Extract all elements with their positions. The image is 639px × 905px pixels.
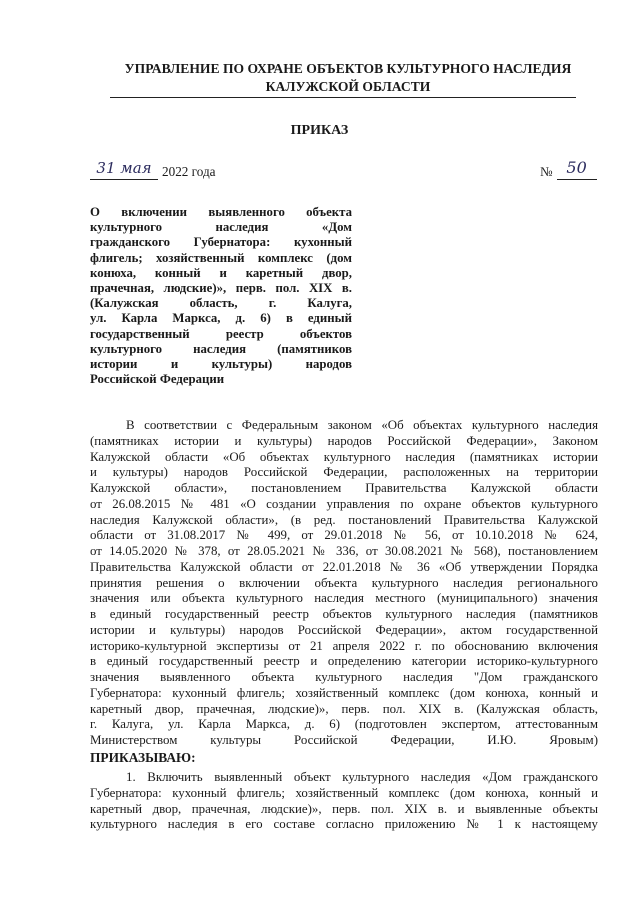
subject-line: (Калужская область, г. Калуга, (90, 296, 352, 311)
subject-line: культурного наследия (памятников (90, 341, 352, 356)
body-line: значения выявленного объекта культурного наследия "Дом гражданского (90, 670, 598, 684)
order-year: 2022 года (162, 164, 216, 179)
subject-line: гражданского Губернатора: кухонный (90, 235, 352, 250)
body-line: Правительства Калужской области от 22.01.2018 № 36 «Об утверждении Порядка (90, 559, 598, 574)
body-line: истории и культуры) народов Российской Федерации», актом государственной (90, 622, 598, 637)
body-line: Калужской области», постановлением Правительства Калужской области (90, 481, 598, 495)
body-line: (памятниках истории и культуры) народов Российской Федерации», Законом (90, 433, 598, 448)
body-line: историко-культурной экспертизы от 21 апреля 2022 г. по обоснованию включения (90, 638, 598, 653)
handwritten-number: 50 (557, 157, 597, 180)
body-line: от 14.05.2020 № 378, от 28.05.2021 № 336, от 30.08.2021 № 568), постановлением (90, 544, 598, 558)
body-line: от 26.08.2015 № 481 «О создании управления по охране объектов культурного (90, 496, 598, 511)
body-line: Министерством культуры Российской Федерации, И.Ю. Яровым) (90, 733, 598, 747)
handwritten-date: 31 мая (90, 157, 158, 180)
order-date (90, 157, 216, 180)
preamble-paragraph (90, 418, 598, 749)
agency-underline (110, 97, 576, 98)
order-point-1 (90, 770, 598, 833)
body-line: наследия Калужской области», (в ред. постановлений Правительства Калужской (90, 512, 598, 527)
body-line: В соответствии с Федеральным законом «Об объектах культурного наследия (126, 418, 598, 432)
body-line: в единый государственный реестр и определению категории историко-культурного (90, 654, 598, 669)
subject-line: государственный реестр объектов (90, 326, 352, 341)
body-line: области от 31.08.2017 № 499, от 29.01.2018 № 56, от 10.10.2018 № 624, (90, 528, 598, 543)
document-type-title: ПРИКАЗ (290, 123, 349, 138)
subject-line: Российской Федерации (90, 372, 225, 387)
body-line: принятия решения о включении объекта культурного наследия регионального (90, 575, 598, 590)
subject-line: конюха, конный и каретный двор, (90, 265, 352, 280)
point-line: Губернатора: кухонный флигель; хозяйственный комплекс (дом конюха, конный и (90, 785, 598, 800)
number-sign: № (540, 164, 553, 179)
subject-line: ул. Карла Маркса, д. 6) в единый (90, 311, 352, 326)
point-line: 1. Включить выявленный объект культурного наследия «Дом гражданского (126, 770, 598, 784)
point-line: каретный двор, прачечная, людские)», перв. пол. XIX в. и выявленные объекты (90, 801, 598, 816)
agency-name-line1: УПРАВЛЕНИЕ ПО ОХРАНЕ ОБЪЕКТОВ КУЛЬТУРНОГО НАСЛЕДИЯ (124, 61, 572, 76)
body-line: и культуры) народов Российской Федерации, расположенных на территории (90, 465, 598, 480)
body-line: в единый государственный реестр объектов культурного наследия (памятников (90, 607, 598, 621)
order-number (540, 157, 597, 180)
body-line: Калужской области «Об объектах культурного наследия (памятниках истории (90, 449, 598, 464)
body-line: каретный двор, прачечная, людские)», перв. пол. XIX в. (Калужская область, (90, 701, 598, 716)
body-line: значения или объекта культурного наследия местного (муниципального) значения (90, 591, 598, 606)
order-subject (90, 205, 352, 387)
body-line: г. Калуга, ул. Карла Маркса, д. 6) (подготовлен экспертом, аттестованным (90, 717, 598, 732)
subject-line: флигель; хозяйственный комплекс (дом (90, 250, 352, 265)
body-line: Губернатора: кухонный флигель; хозяйственный комплекс (дом конюха, конный и (90, 685, 598, 700)
agency-name-line2: КАЛУЖСКОЙ ОБЛАСТИ (265, 79, 431, 94)
subject-line: истории и культуры) народов (90, 357, 352, 372)
point-line: культурного наследия в его составе согласно приложению № 1 к настоящему (90, 817, 598, 832)
orders-heading: ПРИКАЗЫВАЮ: (90, 750, 196, 765)
subject-line: прачечная, людские)», перв. пол. XIX в. (90, 281, 352, 296)
subject-line: культурного наследия «Дом (90, 220, 352, 235)
agency-name (88, 60, 608, 96)
subject-line: О включении выявленного объекта (90, 205, 352, 219)
